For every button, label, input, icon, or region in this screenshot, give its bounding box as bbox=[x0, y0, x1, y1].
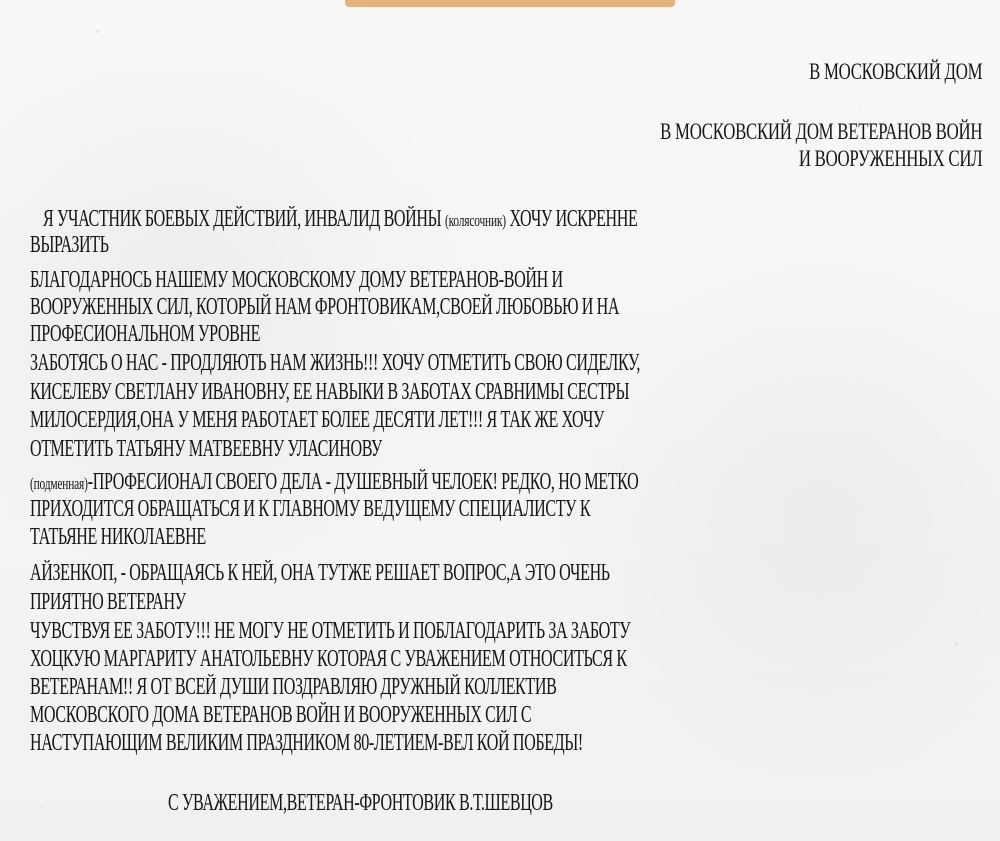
paper-speck bbox=[96, 30, 99, 33]
paper-speck bbox=[622, 468, 624, 470]
letter-line-5: ПРОФЕСИОНАЛЬНОМ УРОВНЕ bbox=[30, 321, 261, 347]
letter-line-8: МИЛОСЕРДИЯ,ОНА У МЕНЯ РАБОТАЕТ БОЛЕЕ ДЕСЯТИ ЛЕТ!!! Я ТАК ЖЕ ХОЧУ bbox=[30, 407, 604, 433]
paper-speck bbox=[860, 105, 862, 107]
line-10-parenthetical: (подменная) bbox=[30, 474, 88, 493]
letter-line-9: ОТМЕТИТЬ ТАТЬЯНУ МАТВЕЕВНУ УЛАСИНОВУ bbox=[30, 436, 382, 462]
recipient-line-2: И ВООРУЖЕННЫХ СИЛ bbox=[798, 146, 982, 171]
letter-line-1 bbox=[43, 207, 637, 231]
letter-line-17: ВЕТЕРАНАМ!! Я ОТ ВСЕЙ ДУШИ ПОЗДРАВЛЯЮ ДРУЖНЫЙ КОЛЛЕКТИВ bbox=[30, 674, 557, 700]
paper-speck bbox=[955, 642, 958, 645]
line-1-text-start: Я УЧАСТНИК БОЕВЫХ ДЕЙСТВИЙ, ИНВАЛИД ВОЙНЫ bbox=[43, 206, 445, 232]
line-1-parenthetical: (колясочник) bbox=[444, 211, 506, 230]
line-1-text-end: ХОЧУ ИСКРЕННЕ bbox=[505, 206, 638, 232]
letter-line-15: ЧУВСТВУЯ ЕЕ ЗАБОТУ!!! НЕ МОГУ НЕ ОТМЕТИТЬ И ПОБЛАГОДАРИТЬ ЗА ЗАБОТУ bbox=[30, 618, 631, 644]
letter-line-4: ВООРУЖЕННЫХ СИЛ, КОТОРЫЙ НАМ ФРОНТОВИКАМ,СВОЕЙ ЛЮБОВЬЮ И НА bbox=[30, 294, 620, 320]
letter-line-13: АЙЗЕНКОП, - ОБРАЩАЯСЬ К НЕЙ, ОНА ТУТЖЕ РЕШАЕТ ВОПРОС,А ЭТО ОЧЕНЬ bbox=[30, 560, 610, 586]
letter-line-10 bbox=[30, 470, 638, 494]
letter-line-14: ПРИЯТНО ВЕТЕРАНУ bbox=[30, 589, 186, 615]
top-orange-edge bbox=[345, 0, 675, 7]
letter-line-3: БЛАГОДАРНОСЬ НАШЕМУ МОСКОВСКОМУ ДОМУ ВЕТЕРАНОВ-ВОЙН И bbox=[30, 267, 563, 293]
letter-line-2: ВЫРАЗИТЬ bbox=[30, 232, 109, 258]
letter-line-11: ПРИХОДИТСЯ ОБРАЩАТЬСЯ И К ГЛАВНОМУ ВЕДУЩЕМУ СПЕЦИАЛИСТУ К bbox=[30, 496, 591, 522]
letter-line-6: ЗАБОТЯСЬ О НАС - ПРОДЛЯЮТЬ НАМ ЖИЗНЬ!!! ХОЧУ ОТМЕТИТЬ СВОЮ СИДЕЛКУ, bbox=[30, 350, 641, 376]
letter-line-19: НАСТУПАЮЩИМ ВЕЛИКИМ ПРАЗДНИКОМ 80-ЛЕТИЕМ-ВЕЛ КОЙ ПОБЕДЫ! bbox=[30, 730, 583, 756]
letter-line-7: КИСЕЛЕВУ СВЕТЛАНУ ИВАНОВНУ, ЕЕ НАВЫКИ В ЗАБОТАХ СРАВНИМЫ СЕСТРЫ bbox=[30, 379, 630, 405]
letter-line-12: ТАТЬЯНЕ НИКОЛАЕВНЕ bbox=[30, 524, 206, 550]
paper-speck bbox=[41, 806, 43, 808]
line-10-text: -ПРОФЕСИОНАЛ СВОЕГО ДЕЛА - ДУШЕВНЫЙ ЧЕЛОЕК! РЕДКО, НО МЕТКО bbox=[87, 469, 639, 495]
recipient-line-1: В МОСКОВСКИЙ ДОМ ВЕТЕРАНОВ ВОЙН bbox=[659, 119, 982, 144]
letter-line-16: ХОЦКУЮ МАРГАРИТУ АНАТОЛЬЕВНУ КОТОРАЯ С УВАЖЕНИЕМ ОТНОСИТЬСЯ К bbox=[30, 646, 627, 672]
recipient-header: В МОСКОВСКИЙ ДОМ bbox=[808, 59, 982, 84]
letter-line-18: МОСКОВСКОГО ДОМА ВЕТЕРАНОВ ВОЙН И ВООРУЖЕННЫХ СИЛ С bbox=[30, 702, 532, 728]
signature-line: С УВАЖЕНИЕМ,ВЕТЕРАН-ФРОНТОВИК В.Т.ШЕВЦОВ bbox=[168, 790, 553, 816]
